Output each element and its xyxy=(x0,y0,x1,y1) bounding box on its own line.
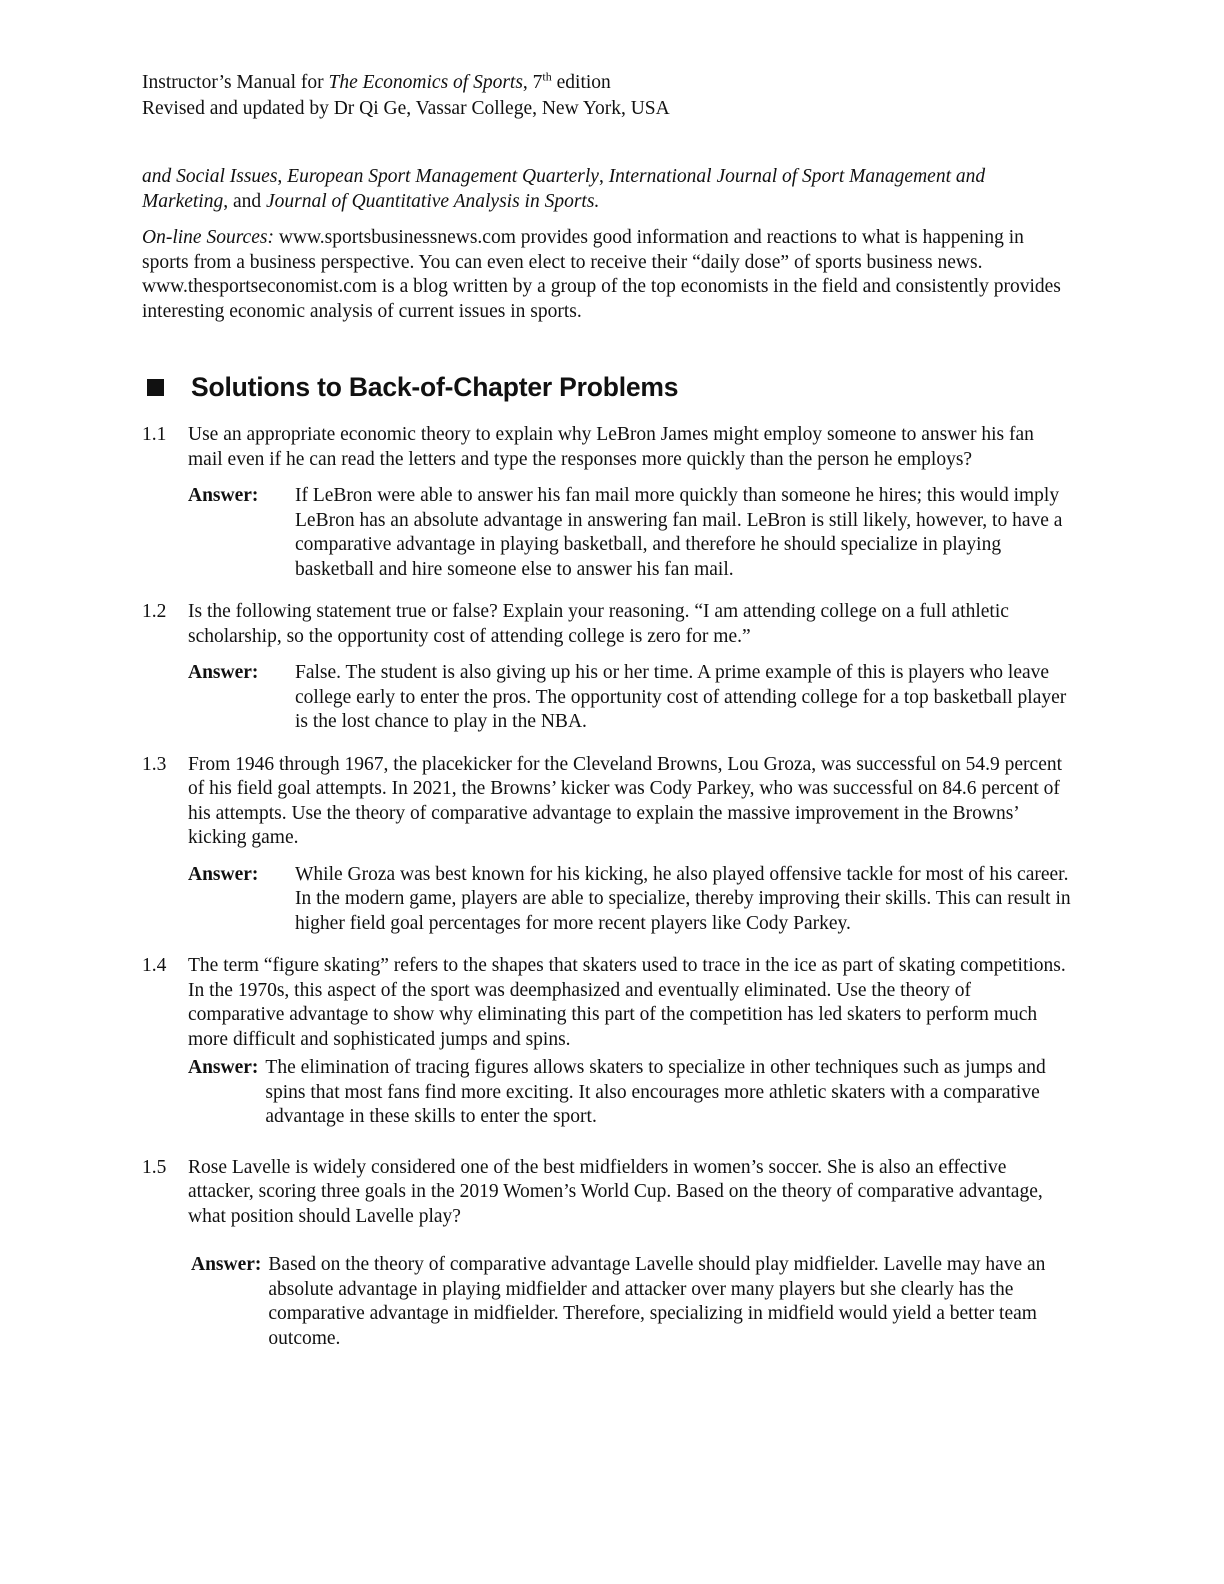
answer-label: Answer: xyxy=(188,662,259,683)
book-title: The Economics of Sports xyxy=(328,72,523,93)
edition-suffix: edition xyxy=(551,72,611,93)
square-bullet-icon xyxy=(147,379,164,396)
section-heading xyxy=(142,372,1072,403)
journal-name: International Journal of Sport Management and Marketing xyxy=(142,166,986,212)
manual-title-line xyxy=(142,70,1072,96)
manual-title-prefix: Instructor’s Manual for xyxy=(142,72,329,93)
problem-question: Rose Lavelle is widely considered one of the best midfielders in women’s soccer. She is also an effective attacker, scoring three goals in the 2019 Women’s World Cup. Based on the theory of comparative advantage, what position should Lavelle play? xyxy=(188,1156,1043,1227)
problem-number: 1.3 xyxy=(142,753,167,775)
problem-item xyxy=(142,954,1072,1052)
answer-text: False. The student is also giving up his or her time. A prime example of this is players who leave college early to enter the pros. The opportunity cost of attending college for a top basketball player is the lost chance to play in the NBA. xyxy=(295,662,1067,732)
problem-number: 1.2 xyxy=(142,601,167,622)
problem-item xyxy=(142,1156,1072,1230)
problem-question: From 1946 through 1967, the placekicker for the Cleveland Browns, Lou Groza, was successful on 54.9 percent of his field goal attempts. In 2021, the Browns’ kicker was Cody Parkey, who was successful on 84.6 percent of his attempts. Use the theory of comparative advantage to explain the massive improvement in the Browns’ kicking game. xyxy=(188,753,1063,848)
answer-block xyxy=(191,1253,1072,1351)
problem-number: 1.5 xyxy=(142,1156,167,1178)
problem-item xyxy=(142,600,1072,649)
problem-item xyxy=(142,753,1072,851)
section-title: Solutions to Back-of-Chapter Problems xyxy=(191,372,679,402)
answer-label: Answer: xyxy=(188,485,259,506)
journal-name: European Sport Management Quarterly xyxy=(287,166,599,187)
revision-line: Revised and updated by Dr Qi Ge, Vassar College, New York, USA xyxy=(142,98,670,119)
answer-label: Answer: xyxy=(191,1254,262,1275)
problem-question: The term “figure skating” refers to the shapes that skaters used to trace in the ice as part of skating competitions. In the 1970s, this aspect of the sport was deemphasized and eventually eliminated. Use the theory of comparative advantage to show why eliminating this part of the competition has led skaters to perform much more difficult and sophisticated jumps and spins. xyxy=(188,955,1066,1050)
problem-number: 1.1 xyxy=(142,424,167,445)
online-sources-label: On-line Sources: xyxy=(142,227,274,248)
problem-question: Is the following statement true or false? Explain your reasoning. “I am attending college on a full athletic scholarship, so the opportunity cost of attending college is zero for me.” xyxy=(188,601,1009,647)
answer-block xyxy=(188,863,1072,937)
answer-block xyxy=(188,661,1072,735)
answer-text: The elimination of tracing figures allows skaters to specialize in other techniques such as jumps and spins that most fans find more exciting. It also encourages more athletic skaters with a comparative advantage in these skills to enter the sport. xyxy=(265,1057,1046,1127)
edition-number: , 7 xyxy=(522,72,543,93)
answer-label: Answer: xyxy=(188,1057,259,1078)
answer-text: If LeBron were able to answer his fan mail more quickly than someone he hires; this would imply LeBron has an absolute advantage in answering fan mail. LeBron is still likely, however, to have a comparative advantage in playing basketball, and therefore he should specialize in playing basketball and hire someone else to answer his fan mail. xyxy=(295,485,1063,580)
answer-block xyxy=(188,1056,1072,1130)
answer-label: Answer: xyxy=(188,863,259,885)
document-page xyxy=(142,70,1072,1351)
online-sources-text: www.sportsbusinessnews.com provides good information and reactions to what is happening in sports from a business perspective. You can even elect to receive their “daily dose” of sports business news. www.thesportseconomist.com is a blog written by a group of the top economists in the field and consistently provides interesting economic analysis of current issues in sports. xyxy=(142,227,1061,322)
answer-text: Based on the theory of comparative advantage Lavelle should play midfielder. Lavelle may have an absolute advantage in playing midfielder and attacker over many players but she clearly has the comparative advantage in midfielder. Therefore, specializing in midfield would yield a better team outcome. xyxy=(268,1254,1046,1349)
journal-name: Journal of Quantitative Analysis in Sports. xyxy=(266,190,600,212)
edition-superscript: th xyxy=(542,69,552,84)
journal-list-continuation xyxy=(142,165,1072,214)
journal-name: and Social Issues xyxy=(142,166,278,187)
separator: , xyxy=(598,166,609,187)
problem-number: 1.4 xyxy=(142,955,167,976)
answer-block xyxy=(188,484,1072,582)
problem-item xyxy=(142,423,1072,472)
separator: , and xyxy=(223,190,267,212)
answer-text: While Groza was best known for his kicking, he also played offensive tackle for most of his career. In the modern game, players are able to specialize, thereby improving their skills. This can result in higher field goal percentages for more recent players like Cody Parkey. xyxy=(295,863,1071,934)
online-sources-paragraph xyxy=(142,226,1072,324)
problem-question: Use an appropriate economic theory to explain why LeBron James might employ someone to answer his fan mail even if he can read the letters and type the responses more quickly than the person he employs? xyxy=(188,424,1034,470)
separator: , xyxy=(277,166,288,187)
